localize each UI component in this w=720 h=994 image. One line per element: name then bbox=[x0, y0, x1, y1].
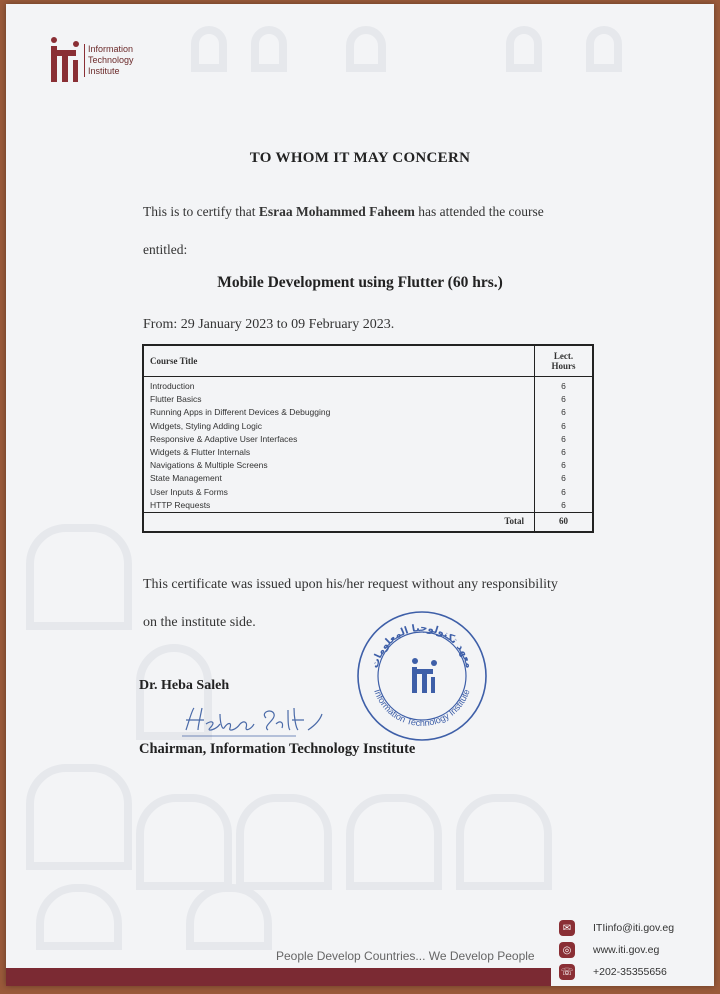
course-topic: Navigations & Multiple Screens bbox=[150, 460, 268, 471]
table-row bbox=[143, 433, 593, 446]
svg-text:Information Technology Institu bbox=[372, 688, 472, 728]
certify-line: This is to certify that Esraa Mohammed Faheem has attended the course bbox=[143, 204, 544, 219]
total-label: Total bbox=[143, 513, 535, 533]
table-row bbox=[143, 393, 593, 406]
disclaimer-line-1: This certificate was issued upon his/her request without any responsibility bbox=[143, 577, 558, 592]
course-hours: 6 bbox=[535, 459, 594, 472]
table-row bbox=[143, 406, 593, 419]
course-hours: 6 bbox=[535, 486, 594, 499]
course-topic: Widgets, Styling Adding Logic bbox=[150, 420, 262, 431]
table-row bbox=[143, 377, 593, 394]
course-topic: Running Apps in Different Devices & Debugging bbox=[150, 407, 331, 418]
iti-logo-text: Information Technology Institute bbox=[84, 44, 134, 77]
recipient-name: Esraa Mohammed Faheem bbox=[258, 204, 415, 219]
course-rows bbox=[143, 377, 593, 513]
course-title: Mobile Development using Flutter (60 hrs.) bbox=[217, 274, 503, 291]
disclaimer-line-2: on the institute side. bbox=[143, 615, 256, 630]
total-value: 60 bbox=[535, 513, 594, 533]
course-hours: 6 bbox=[535, 406, 594, 419]
mail-icon: ✉ bbox=[559, 920, 575, 936]
course-hours: 6 bbox=[535, 446, 594, 459]
contact-email[interactable]: ✉ ITIinfo@iti.gov.eg bbox=[559, 917, 674, 939]
contact-block bbox=[559, 917, 674, 983]
table-header-row bbox=[143, 345, 593, 377]
globe-icon: ◎ bbox=[559, 942, 575, 958]
course-topic: Introduction bbox=[150, 381, 195, 391]
certificate-page bbox=[6, 4, 714, 986]
course-hours: 6 bbox=[535, 393, 594, 406]
course-table bbox=[142, 344, 594, 533]
footer-slogan: People Develop Countries... We Develop People bbox=[276, 949, 535, 963]
course-hours: 6 bbox=[535, 499, 594, 513]
course-topic: Flutter Basics bbox=[150, 394, 202, 405]
course-hours: 6 bbox=[535, 420, 594, 433]
iti-logo-mark bbox=[46, 34, 82, 86]
stamp-arabic-text: معهد تكنولوجيا المعلومات bbox=[369, 622, 475, 670]
column-header-title: Course Title bbox=[143, 345, 535, 377]
stamp-logo bbox=[412, 658, 437, 693]
table-row bbox=[143, 446, 593, 459]
footer-bar bbox=[6, 968, 551, 986]
course-topic: Responsive & Adaptive User Interfaces bbox=[150, 433, 298, 444]
course-hours: 6 bbox=[535, 472, 594, 485]
page-title: TO WHOM IT MAY CONCERN bbox=[249, 150, 471, 166]
phone-icon: ☏ bbox=[559, 964, 575, 980]
contact-phone[interactable]: ☏ +202-35355656 bbox=[560, 966, 667, 978]
course-topic: Widgets & Flutter Internals bbox=[150, 447, 251, 458]
course-hours: 6 bbox=[535, 377, 594, 394]
signatory-role: Chairman, Information Technology Institute bbox=[139, 741, 416, 757]
institute-stamp bbox=[355, 609, 489, 743]
handwritten-signature bbox=[176, 700, 326, 740]
course-period: From: 29 January 2023 to 09 February 2023. bbox=[143, 317, 395, 332]
stamp-english-text: Information Technology Institute bbox=[372, 687, 472, 729]
table-row bbox=[143, 420, 593, 433]
table-total-row bbox=[143, 513, 593, 533]
course-topic: User Inputs & Forms bbox=[150, 486, 228, 497]
iti-logo bbox=[46, 34, 134, 86]
course-topic: HTTP Requests bbox=[150, 499, 211, 510]
table-row bbox=[143, 499, 593, 513]
certify-line-2: entitled: bbox=[143, 242, 188, 257]
course-hours: 6 bbox=[535, 433, 594, 446]
svg-text:معهد تكنولوجيا المعلومات bbox=[370, 623, 475, 670]
course-topic: State Management bbox=[150, 473, 222, 484]
contact-website[interactable]: ◎ www.iti.gov.eg bbox=[559, 939, 674, 961]
column-header-hours: Lect. Hours bbox=[535, 345, 594, 377]
table-row bbox=[143, 472, 593, 485]
table-row bbox=[143, 486, 593, 499]
signatory-name: Dr. Heba Saleh bbox=[139, 678, 230, 693]
table-row bbox=[143, 459, 593, 472]
